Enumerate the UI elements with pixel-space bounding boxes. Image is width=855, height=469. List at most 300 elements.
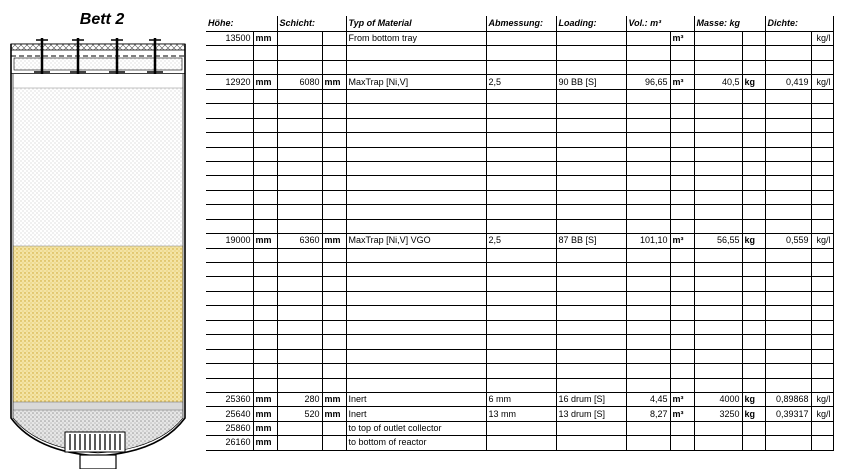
cell-hoehe-unit — [253, 46, 277, 60]
cell-volume — [626, 161, 670, 175]
cell-volume — [626, 118, 670, 132]
cell-loading — [556, 378, 626, 392]
cell-volume — [626, 32, 670, 46]
cell-hoehe-unit — [253, 263, 277, 277]
cell-density-unit — [811, 147, 833, 161]
cell-abmessung — [486, 133, 556, 147]
cell-abmessung — [486, 32, 556, 46]
cell-hoehe-unit: mm — [253, 421, 277, 435]
cell-schicht: 6360 — [277, 234, 322, 248]
cell-material — [346, 378, 486, 392]
cell-schicht — [277, 421, 322, 435]
cell-mass: 4000 — [694, 392, 742, 406]
cell-material — [346, 320, 486, 334]
cell-schicht — [277, 335, 322, 349]
cell-mass — [694, 46, 742, 60]
cell-abmessung — [486, 421, 556, 435]
cell-loading — [556, 118, 626, 132]
table-row — [206, 118, 833, 132]
cell-volume — [626, 89, 670, 103]
cell-mass: 40,5 — [694, 75, 742, 89]
table-row — [206, 104, 833, 118]
table-row — [206, 263, 833, 277]
cell-loading — [556, 364, 626, 378]
cell-abmessung — [486, 219, 556, 233]
cell-density-unit — [811, 161, 833, 175]
cell-volume — [626, 335, 670, 349]
table-row — [206, 248, 833, 262]
cell-volume-unit — [670, 378, 694, 392]
cell-loading — [556, 320, 626, 334]
cell-density — [765, 161, 811, 175]
cell-density-unit — [811, 46, 833, 60]
cell-density-unit — [811, 436, 833, 450]
cell-density-unit — [811, 306, 833, 320]
cell-schicht-unit — [322, 46, 346, 60]
cell-mass — [694, 364, 742, 378]
cell-schicht — [277, 436, 322, 450]
cell-schicht — [277, 176, 322, 190]
table-row — [206, 234, 833, 248]
cell-material — [346, 133, 486, 147]
cell-mass — [694, 378, 742, 392]
cell-volume-unit — [670, 60, 694, 74]
cell-mass — [694, 89, 742, 103]
cell-density — [765, 60, 811, 74]
cell-mass — [694, 219, 742, 233]
cell-density — [765, 133, 811, 147]
cell-volume — [626, 46, 670, 60]
cell-mass — [694, 205, 742, 219]
cell-schicht-unit — [322, 378, 346, 392]
cell-density-unit — [811, 133, 833, 147]
cell-hoehe — [206, 378, 253, 392]
cell-material: Inert — [346, 392, 486, 406]
cell-loading: 13 drum [S] — [556, 407, 626, 421]
cell-volume — [626, 60, 670, 74]
cell-abmessung — [486, 176, 556, 190]
cell-hoehe — [206, 147, 253, 161]
cell-density: 0,559 — [765, 234, 811, 248]
cell-hoehe-unit — [253, 306, 277, 320]
cell-loading — [556, 46, 626, 60]
cell-schicht: 520 — [277, 407, 322, 421]
cell-volume — [626, 133, 670, 147]
cell-schicht-unit: mm — [322, 75, 346, 89]
cell-schicht-unit — [322, 306, 346, 320]
cell-mass — [694, 306, 742, 320]
table-row — [206, 320, 833, 334]
cell-loading — [556, 147, 626, 161]
cell-hoehe — [206, 219, 253, 233]
header-vol: Vol.: m³ — [626, 16, 694, 32]
cell-hoehe — [206, 89, 253, 103]
cell-mass — [694, 161, 742, 175]
cell-density — [765, 118, 811, 132]
cell-density — [765, 46, 811, 60]
cell-material — [346, 277, 486, 291]
cell-material — [346, 46, 486, 60]
cell-hoehe: 13500 — [206, 32, 253, 46]
cell-hoehe — [206, 60, 253, 74]
cell-loading — [556, 248, 626, 262]
cell-volume — [626, 306, 670, 320]
cell-material — [346, 118, 486, 132]
cell-density — [765, 335, 811, 349]
cell-mass-unit: kg — [742, 407, 765, 421]
cell-hoehe — [206, 320, 253, 334]
cell-loading — [556, 190, 626, 204]
cell-volume: 8,27 — [626, 407, 670, 421]
cell-density — [765, 190, 811, 204]
cell-volume — [626, 421, 670, 435]
table-row — [206, 46, 833, 60]
cell-hoehe: 19000 — [206, 234, 253, 248]
cell-hoehe — [206, 335, 253, 349]
table-row — [206, 60, 833, 74]
cell-loading — [556, 104, 626, 118]
cell-mass — [694, 421, 742, 435]
cell-volume — [626, 364, 670, 378]
cell-hoehe — [206, 133, 253, 147]
cell-mass-unit — [742, 147, 765, 161]
cell-hoehe — [206, 190, 253, 204]
cell-density — [765, 320, 811, 334]
cell-schicht-unit — [322, 364, 346, 378]
cell-volume-unit — [670, 291, 694, 305]
cell-density-unit — [811, 291, 833, 305]
cell-abmessung — [486, 46, 556, 60]
cell-hoehe — [206, 176, 253, 190]
cell-abmessung — [486, 147, 556, 161]
cell-mass-unit — [742, 104, 765, 118]
cell-density: 0,419 — [765, 75, 811, 89]
cell-loading — [556, 277, 626, 291]
layer-inert-6mm — [13, 402, 183, 410]
cell-hoehe-unit: mm — [253, 436, 277, 450]
cell-mass-unit — [742, 133, 765, 147]
cell-density — [765, 306, 811, 320]
cell-abmessung — [486, 104, 556, 118]
cell-density: 0,39317 — [765, 407, 811, 421]
cell-density-unit — [811, 205, 833, 219]
cell-schicht — [277, 60, 322, 74]
cell-volume-unit — [670, 436, 694, 450]
cell-volume: 4,45 — [626, 392, 670, 406]
cell-schicht — [277, 291, 322, 305]
cell-density — [765, 277, 811, 291]
cell-loading — [556, 436, 626, 450]
cell-mass-unit — [742, 277, 765, 291]
cell-hoehe-unit — [253, 89, 277, 103]
cell-loading — [556, 133, 626, 147]
cell-mass — [694, 147, 742, 161]
cell-schicht-unit — [322, 219, 346, 233]
table-row — [206, 176, 833, 190]
cell-volume-unit — [670, 176, 694, 190]
cell-material — [346, 89, 486, 103]
cell-volume — [626, 263, 670, 277]
cell-schicht-unit — [322, 436, 346, 450]
cell-mass-unit — [742, 118, 765, 132]
cell-hoehe-unit — [253, 378, 277, 392]
cell-schicht-unit — [322, 118, 346, 132]
cell-hoehe-unit — [253, 147, 277, 161]
cell-schicht: 280 — [277, 392, 322, 406]
cell-volume-unit: m³ — [670, 234, 694, 248]
cell-mass-unit — [742, 436, 765, 450]
cell-schicht-unit — [322, 349, 346, 363]
cell-abmessung — [486, 205, 556, 219]
cell-schicht-unit: mm — [322, 392, 346, 406]
cell-hoehe-unit: mm — [253, 392, 277, 406]
cell-density-unit — [811, 176, 833, 190]
cell-abmessung — [486, 277, 556, 291]
table-row — [206, 161, 833, 175]
outlet-nozzle — [80, 455, 116, 469]
cell-schicht — [277, 306, 322, 320]
cell-schicht-unit — [322, 421, 346, 435]
cell-hoehe-unit — [253, 118, 277, 132]
cell-hoehe — [206, 364, 253, 378]
cell-hoehe-unit — [253, 176, 277, 190]
cell-hoehe-unit — [253, 60, 277, 74]
cell-loading: 87 BB [S] — [556, 234, 626, 248]
cell-mass-unit — [742, 306, 765, 320]
cell-mass — [694, 190, 742, 204]
reactor-diagram — [0, 0, 200, 469]
cell-mass-unit — [742, 364, 765, 378]
cell-volume — [626, 277, 670, 291]
cell-density — [765, 205, 811, 219]
table-row — [206, 364, 833, 378]
cell-material — [346, 364, 486, 378]
cell-mass — [694, 32, 742, 46]
cell-mass — [694, 320, 742, 334]
cell-mass — [694, 118, 742, 132]
cell-hoehe-unit — [253, 190, 277, 204]
cell-hoehe: 26160 — [206, 436, 253, 450]
cell-schicht — [277, 32, 322, 46]
cell-density — [765, 291, 811, 305]
cell-material — [346, 219, 486, 233]
cell-volume-unit — [670, 46, 694, 60]
cell-hoehe-unit — [253, 133, 277, 147]
cell-loading — [556, 291, 626, 305]
cell-mass-unit — [742, 335, 765, 349]
cell-mass — [694, 176, 742, 190]
cell-hoehe-unit — [253, 349, 277, 363]
cell-hoehe-unit: mm — [253, 407, 277, 421]
table-row — [206, 32, 833, 46]
cell-density-unit: kg/l — [811, 32, 833, 46]
cell-abmessung — [486, 60, 556, 74]
cell-volume-unit — [670, 335, 694, 349]
table-header — [206, 16, 833, 32]
cell-loading — [556, 60, 626, 74]
cell-hoehe — [206, 248, 253, 262]
cell-mass-unit — [742, 219, 765, 233]
cell-material — [346, 306, 486, 320]
cell-volume-unit — [670, 190, 694, 204]
cell-volume — [626, 248, 670, 262]
cell-density — [765, 378, 811, 392]
header-masse: Masse: kg — [694, 16, 765, 32]
cell-material — [346, 104, 486, 118]
cell-mass-unit — [742, 32, 765, 46]
cell-volume-unit — [670, 277, 694, 291]
cell-material: to top of outlet collector — [346, 421, 486, 435]
cell-density-unit — [811, 248, 833, 262]
cell-schicht-unit: mm — [322, 407, 346, 421]
header-dichte: Dichte: — [765, 16, 833, 32]
cell-density-unit — [811, 364, 833, 378]
cell-schicht — [277, 263, 322, 277]
cell-loading: 90 BB [S] — [556, 75, 626, 89]
cell-hoehe-unit: mm — [253, 234, 277, 248]
cell-density — [765, 421, 811, 435]
cell-hoehe-unit — [253, 320, 277, 334]
cell-mass — [694, 291, 742, 305]
cell-material: MaxTrap [Ni,V] VGO — [346, 234, 486, 248]
cell-abmessung — [486, 190, 556, 204]
cell-schicht-unit — [322, 291, 346, 305]
cell-hoehe-unit — [253, 161, 277, 175]
cell-hoehe-unit — [253, 248, 277, 262]
cell-schicht — [277, 364, 322, 378]
cell-density — [765, 147, 811, 161]
cell-schicht — [277, 89, 322, 103]
cell-volume: 101,10 — [626, 234, 670, 248]
cell-density — [765, 436, 811, 450]
cell-loading: 16 drum [S] — [556, 392, 626, 406]
cell-volume-unit: m³ — [670, 407, 694, 421]
cell-hoehe-unit — [253, 291, 277, 305]
table-row — [206, 205, 833, 219]
cell-mass-unit: kg — [742, 75, 765, 89]
header-hoehe: Höhe: — [206, 16, 277, 32]
cell-material — [346, 291, 486, 305]
cell-mass-unit — [742, 161, 765, 175]
cell-material — [346, 205, 486, 219]
table-row — [206, 378, 833, 392]
cell-mass-unit — [742, 205, 765, 219]
cell-volume-unit — [670, 421, 694, 435]
cell-volume-unit — [670, 89, 694, 103]
table-row — [206, 133, 833, 147]
cell-volume — [626, 219, 670, 233]
cell-hoehe-unit — [253, 335, 277, 349]
cell-mass-unit — [742, 291, 765, 305]
cell-schicht-unit — [322, 248, 346, 262]
cell-abmessung: 2,5 — [486, 234, 556, 248]
cell-abmessung — [486, 335, 556, 349]
cell-volume-unit — [670, 263, 694, 277]
layer-maxtrap — [13, 88, 183, 246]
cell-volume-unit — [670, 161, 694, 175]
cell-density-unit — [811, 378, 833, 392]
cell-mass-unit — [742, 320, 765, 334]
cell-schicht-unit — [322, 176, 346, 190]
cell-mass: 3250 — [694, 407, 742, 421]
cell-loading — [556, 89, 626, 103]
cell-mass-unit — [742, 190, 765, 204]
cell-density-unit — [811, 89, 833, 103]
cell-schicht — [277, 133, 322, 147]
cell-hoehe — [206, 161, 253, 175]
table-row — [206, 190, 833, 204]
cell-mass-unit — [742, 176, 765, 190]
cell-hoehe-unit — [253, 364, 277, 378]
cell-abmessung — [486, 89, 556, 103]
cell-material: Inert — [346, 407, 486, 421]
cell-material: From bottom tray — [346, 32, 486, 46]
cell-density — [765, 263, 811, 277]
cell-loading — [556, 161, 626, 175]
cell-material — [346, 161, 486, 175]
cell-schicht-unit: mm — [322, 234, 346, 248]
cell-density-unit — [811, 118, 833, 132]
cell-schicht — [277, 205, 322, 219]
cell-material: to bottom of reactor — [346, 436, 486, 450]
table-row — [206, 407, 833, 421]
cell-mass-unit — [742, 89, 765, 103]
cell-volume-unit: m³ — [670, 32, 694, 46]
cell-hoehe: 12920 — [206, 75, 253, 89]
cell-schicht-unit — [322, 133, 346, 147]
cell-abmessung: 2,5 — [486, 75, 556, 89]
cell-volume-unit — [670, 147, 694, 161]
cell-volume — [626, 205, 670, 219]
cell-mass — [694, 263, 742, 277]
cell-schicht-unit — [322, 263, 346, 277]
cell-mass — [694, 349, 742, 363]
table-row — [206, 277, 833, 291]
table-row — [206, 421, 833, 435]
cell-density-unit: kg/l — [811, 407, 833, 421]
table-row — [206, 349, 833, 363]
cell-volume-unit — [670, 205, 694, 219]
cell-density — [765, 219, 811, 233]
cell-mass-unit: kg — [742, 234, 765, 248]
cell-mass-unit — [742, 46, 765, 60]
cell-density-unit: kg/l — [811, 392, 833, 406]
cell-hoehe-unit: mm — [253, 75, 277, 89]
cell-schicht — [277, 349, 322, 363]
cell-mass-unit: kg — [742, 392, 765, 406]
cell-hoehe — [206, 118, 253, 132]
cell-abmessung: 13 mm — [486, 407, 556, 421]
cell-density-unit: kg/l — [811, 234, 833, 248]
cell-density — [765, 32, 811, 46]
cell-mass: 56,55 — [694, 234, 742, 248]
cell-volume-unit — [670, 320, 694, 334]
cell-schicht — [277, 277, 322, 291]
cell-volume-unit — [670, 118, 694, 132]
top-tray — [11, 44, 185, 74]
cell-schicht-unit — [322, 277, 346, 291]
cell-density — [765, 364, 811, 378]
cell-density — [765, 248, 811, 262]
cell-density-unit — [811, 349, 833, 363]
layer-maxtrap-vgo — [13, 246, 183, 402]
cell-volume — [626, 176, 670, 190]
cell-mass — [694, 277, 742, 291]
cell-hoehe-unit — [253, 104, 277, 118]
cell-volume-unit — [670, 306, 694, 320]
cell-density-unit — [811, 263, 833, 277]
cell-schicht-unit — [322, 335, 346, 349]
